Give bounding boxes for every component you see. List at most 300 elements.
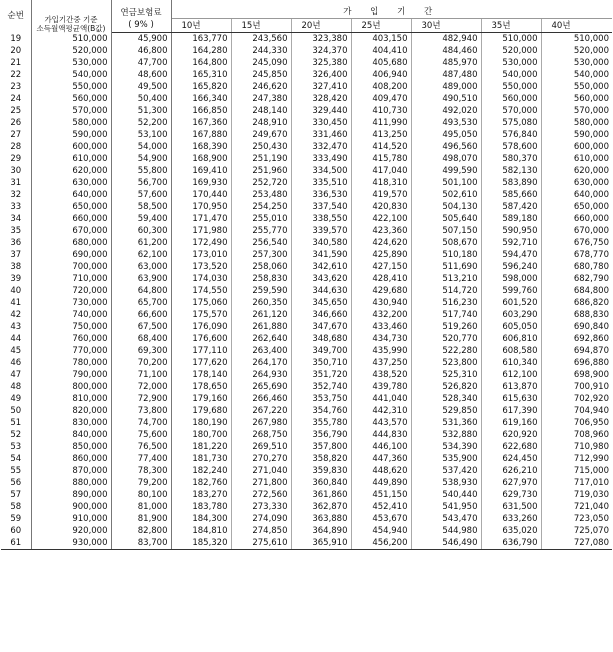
pension-35y: 520,000: [481, 45, 541, 57]
premium-cell: 58,500: [111, 201, 171, 213]
row-index: 31: [1, 177, 31, 189]
income-cell: 850,000: [31, 441, 111, 453]
pension-20y: 341,590: [291, 249, 351, 261]
pension-25y: 411,990: [351, 117, 411, 129]
pension-25y: 452,410: [351, 501, 411, 513]
pension-40y: 721,040: [573, 502, 609, 512]
pension-30y: 493,530: [411, 117, 481, 129]
pension-35y: 619,160: [481, 417, 541, 429]
pension-25y: 435,990: [351, 345, 411, 357]
row-index: 48: [1, 381, 31, 393]
pension-35y: 617,390: [481, 405, 541, 417]
pension-10y: 169,930: [171, 177, 231, 189]
pension-15y: 254,250: [231, 201, 291, 213]
income-cell: 800,000: [31, 381, 111, 393]
premium-cell: 56,700: [111, 177, 171, 189]
pension-10y: 176,600: [171, 333, 231, 345]
income-cell: 890,000: [31, 489, 111, 501]
pension-15y: 274,850: [231, 525, 291, 537]
pension-20y: 354,760: [291, 405, 351, 417]
pension-25y: 404,410: [351, 45, 411, 57]
premium-cell: 81,000: [111, 501, 171, 513]
table-body: [1, 33, 612, 550]
premium-cell: 67,500: [111, 321, 171, 333]
pension-30y: 514,720: [411, 285, 481, 297]
table-row: [1, 525, 612, 537]
pension-15y: 264,170: [231, 357, 291, 369]
pension-25y: 408,200: [351, 81, 411, 93]
row-index: 34: [1, 213, 31, 225]
table-row: [1, 57, 612, 69]
pension-40y: 686,820: [573, 298, 609, 308]
pension-35y: 585,660: [481, 189, 541, 201]
pension-20y: 334,500: [291, 165, 351, 177]
table-row: [1, 357, 612, 369]
pension-25y: 453,670: [351, 513, 411, 525]
income-header-line1: 가입기간중 기준: [44, 14, 98, 24]
pension-40y: 610,000: [573, 154, 609, 164]
pension-25y: 432,200: [351, 309, 411, 321]
pension-40y: 717,010: [573, 478, 609, 488]
pension-30y: 495,050: [411, 129, 481, 141]
row-index: 39: [1, 273, 31, 285]
income-cell: 510,000: [31, 33, 111, 46]
pension-25y: 430,940: [351, 297, 411, 309]
table-row: [1, 489, 612, 501]
row-index: 20: [1, 45, 31, 57]
pension-20y: 350,710: [291, 357, 351, 369]
premium-cell: 71,100: [111, 369, 171, 381]
pension-20y: 342,610: [291, 261, 351, 273]
pension-30y: 523,800: [411, 357, 481, 369]
income-cell: 840,000: [31, 429, 111, 441]
pension-30y: 511,690: [411, 261, 481, 273]
row-index: 30: [1, 165, 31, 177]
pension-25y: 448,620: [351, 465, 411, 477]
pension-35y: 598,000: [481, 273, 541, 285]
table-row: [1, 201, 612, 213]
premium-cell: 72,000: [111, 381, 171, 393]
pension-15y: 246,620: [231, 81, 291, 93]
pension-15y: 255,010: [231, 213, 291, 225]
pension-20y: 323,380: [291, 33, 351, 46]
pension-40y: 704,940: [573, 406, 609, 416]
pension-10y: 184,300: [171, 513, 231, 525]
premium-cell: 49,500: [111, 81, 171, 93]
pension-40y: 670,000: [573, 226, 609, 236]
premium-cell: 70,200: [111, 357, 171, 369]
income-cell: 600,000: [31, 141, 111, 153]
table-row: [1, 249, 612, 261]
pension-40y: 694,870: [573, 346, 609, 356]
table-row: [1, 141, 612, 153]
pension-35y: 629,730: [481, 489, 541, 501]
row-index: 57: [1, 489, 31, 501]
year-header: 40년: [541, 19, 612, 33]
pension-20y: 357,800: [291, 441, 351, 453]
row-index: 29: [1, 153, 31, 165]
pension-20y: 340,580: [291, 237, 351, 249]
pension-10y: 179,680: [171, 405, 231, 417]
premium-cell: 79,200: [111, 477, 171, 489]
pension-40y: 640,000: [573, 190, 609, 200]
premium-cell: 63,000: [111, 261, 171, 273]
row-index: 59: [1, 513, 31, 525]
year-header: 10년: [171, 19, 231, 33]
pension-10y: 179,160: [171, 393, 231, 405]
row-index: 38: [1, 261, 31, 273]
pension-15y: 243,560: [231, 33, 291, 46]
row-index: 40: [1, 285, 31, 297]
pension-35y: 624,450: [481, 453, 541, 465]
table-row: [1, 45, 612, 57]
pension-40y: 590,000: [573, 130, 609, 140]
pension-40y: 676,750: [573, 238, 609, 248]
pension-20y: 349,700: [291, 345, 351, 357]
pension-30y: 507,150: [411, 225, 481, 237]
pension-35y: 635,020: [481, 525, 541, 537]
pension-30y: 520,770: [411, 333, 481, 345]
premium-cell: 52,200: [111, 117, 171, 129]
pension-20y: 324,370: [291, 45, 351, 57]
row-index: 53: [1, 441, 31, 453]
pension-10y: 166,340: [171, 93, 231, 105]
pension-40y: 700,910: [573, 382, 609, 392]
pension-40y: 682,790: [573, 274, 609, 284]
pension-25y: 456,200: [351, 537, 411, 550]
row-index: 46: [1, 357, 31, 369]
table-row: [1, 405, 612, 417]
row-index: 28: [1, 141, 31, 153]
pension-10y: 168,900: [171, 153, 231, 165]
premium-cell: 77,400: [111, 453, 171, 465]
table-row: [1, 117, 612, 129]
pension-25y: 419,570: [351, 189, 411, 201]
pension-20y: 346,660: [291, 309, 351, 321]
pension-35y: 633,260: [481, 513, 541, 525]
pension-40y: 550,000: [573, 82, 609, 92]
table-row: [1, 381, 612, 393]
premium-cell: 63,900: [111, 273, 171, 285]
pension-25y: 439,780: [351, 381, 411, 393]
pension-30y: 485,970: [411, 57, 481, 69]
premium-cell: 72,900: [111, 393, 171, 405]
pension-20y: 355,780: [291, 417, 351, 429]
pension-10y: 171,470: [171, 213, 231, 225]
pension-25y: 438,520: [351, 369, 411, 381]
pension-20y: 332,470: [291, 141, 351, 153]
table-row: [1, 309, 612, 321]
row-index: 43: [1, 321, 31, 333]
income-cell: 680,000: [31, 237, 111, 249]
pension-15y: 275,610: [231, 537, 291, 550]
row-index: 54: [1, 453, 31, 465]
pension-35y: 587,420: [481, 201, 541, 213]
pension-40y: 727,080: [541, 537, 612, 550]
pension-30y: 504,130: [411, 201, 481, 213]
year-header: 30년: [411, 19, 481, 33]
pension-25y: 420,830: [351, 201, 411, 213]
pension-30y: 537,420: [411, 465, 481, 477]
pension-25y: 406,940: [351, 69, 411, 81]
table-row: [1, 69, 612, 81]
pension-20y: 343,620: [291, 273, 351, 285]
pension-25y: 442,310: [351, 405, 411, 417]
row-index: 42: [1, 309, 31, 321]
pension-15y: 253,480: [231, 189, 291, 201]
pension-15y: 248,910: [231, 117, 291, 129]
pension-10y: 164,800: [171, 57, 231, 69]
premium-cell: 54,900: [111, 153, 171, 165]
pension-15y: 255,770: [231, 225, 291, 237]
income-cell: 560,000: [31, 93, 111, 105]
premium-cell: 57,600: [111, 189, 171, 201]
index-header: 순번: [1, 0, 31, 33]
pension-20y: 363,880: [291, 513, 351, 525]
pension-15y: 250,430: [231, 141, 291, 153]
pension-30y: 505,640: [411, 213, 481, 225]
pension-15y: 249,670: [231, 129, 291, 141]
row-index: 41: [1, 297, 31, 309]
table-row: [1, 225, 612, 237]
pension-40y: 510,000: [573, 34, 609, 44]
pension-20y: 359,830: [291, 465, 351, 477]
premium-cell: 45,900: [111, 33, 171, 46]
income-cell: 710,000: [31, 273, 111, 285]
year-header: 20년: [291, 19, 351, 33]
pension-10y: 167,360: [171, 117, 231, 129]
table-row: [1, 345, 612, 357]
pension-30y: 496,560: [411, 141, 481, 153]
pension-25y: 425,890: [351, 249, 411, 261]
pension-40y: 600,000: [573, 142, 609, 152]
pension-15y: 268,750: [231, 429, 291, 441]
pension-20y: 325,380: [291, 57, 351, 69]
premium-cell: 75,600: [111, 429, 171, 441]
pension-20y: 361,860: [291, 489, 351, 501]
income-cell: 750,000: [31, 321, 111, 333]
premium-cell: 80,100: [111, 489, 171, 501]
pension-30y: 489,000: [411, 81, 481, 93]
pension-15y: 271,800: [231, 477, 291, 489]
row-index: 26: [1, 117, 31, 129]
pension-20y: 360,840: [291, 477, 351, 489]
table-row: [1, 153, 612, 165]
income-cell: 740,000: [31, 309, 111, 321]
pension-40y: 680,780: [573, 262, 609, 272]
pension-35y: 560,000: [481, 93, 541, 105]
pension-20y: 330,450: [291, 117, 351, 129]
income-cell: 730,000: [31, 297, 111, 309]
pension-35y: 631,500: [481, 501, 541, 513]
income-cell: 920,000: [31, 525, 111, 537]
premium-cell: 54,000: [111, 141, 171, 153]
income-cell: 930,000: [31, 537, 111, 550]
pension-25y: 437,250: [351, 357, 411, 369]
row-index: 60: [1, 525, 31, 537]
row-index: 55: [1, 465, 31, 477]
pension-30y: 534,390: [411, 441, 481, 453]
table-row: [1, 165, 612, 177]
pension-40y: 710,980: [573, 442, 609, 452]
pension-20y: 336,530: [291, 189, 351, 201]
pension-25y: 413,250: [351, 129, 411, 141]
pension-30y: 526,820: [411, 381, 481, 393]
pension-25y: 409,470: [351, 93, 411, 105]
table-row: [1, 333, 612, 345]
pension-15y: 262,640: [231, 333, 291, 345]
pension-15y: 261,120: [231, 309, 291, 321]
income-cell: 880,000: [31, 477, 111, 489]
pension-25y: 427,150: [351, 261, 411, 273]
pension-35y: 589,180: [481, 213, 541, 225]
pension-25y: 422,100: [351, 213, 411, 225]
row-index: 52: [1, 429, 31, 441]
pension-10y: 174,030: [171, 273, 231, 285]
table-row: [1, 237, 612, 249]
table-row: [1, 393, 612, 405]
pension-30y: 531,360: [411, 417, 481, 429]
pension-25y: 410,730: [351, 105, 411, 117]
pension-10y: 163,770: [171, 33, 231, 46]
pension-35y: 636,790: [481, 537, 541, 550]
pension-30y: 487,480: [411, 69, 481, 81]
pension-35y: 599,760: [481, 285, 541, 297]
table-row: [1, 81, 612, 93]
pension-40y: 620,000: [573, 166, 609, 176]
pension-40y: 698,900: [573, 370, 609, 380]
income-cell: 610,000: [31, 153, 111, 165]
pension-40y: 660,000: [573, 214, 609, 224]
pension-15y: 252,720: [231, 177, 291, 189]
table-row: [1, 453, 612, 465]
income-cell: 620,000: [31, 165, 111, 177]
premium-cell: 74,700: [111, 417, 171, 429]
pension-35y: 626,210: [481, 465, 541, 477]
pension-15y: 263,400: [231, 345, 291, 357]
pension-10y: 175,060: [171, 297, 231, 309]
pension-10y: 183,270: [171, 489, 231, 501]
income-cell: 760,000: [31, 333, 111, 345]
table-row: [1, 213, 612, 225]
pension-20y: 344,630: [291, 285, 351, 297]
pension-25y: 454,940: [351, 525, 411, 537]
pension-35y: 610,340: [481, 357, 541, 369]
table-row: [1, 369, 612, 381]
income-cell: 550,000: [31, 81, 111, 93]
pension-15y: 271,040: [231, 465, 291, 477]
pension-35y: 620,920: [481, 429, 541, 441]
table-row: [1, 273, 612, 285]
pension-35y: 606,810: [481, 333, 541, 345]
pension-20y: 352,740: [291, 381, 351, 393]
premium-cell: 51,300: [111, 105, 171, 117]
pension-10y: 169,410: [171, 165, 231, 177]
pension-10y: 178,650: [171, 381, 231, 393]
pension-15y: 259,590: [231, 285, 291, 297]
pension-35y: 608,580: [481, 345, 541, 357]
pension-25y: 405,680: [351, 57, 411, 69]
pension-25y: 423,360: [351, 225, 411, 237]
pension-40y: 570,000: [573, 106, 609, 116]
premium-cell: 59,400: [111, 213, 171, 225]
row-index: 22: [1, 69, 31, 81]
pension-30y: 543,470: [411, 513, 481, 525]
year-header: 25년: [351, 19, 411, 33]
pension-30y: 490,510: [411, 93, 481, 105]
pension-30y: 541,950: [411, 501, 481, 513]
income-cell: 780,000: [31, 357, 111, 369]
pension-35y: 530,000: [481, 57, 541, 69]
pension-10y: 168,390: [171, 141, 231, 153]
pension-40y: 708,960: [573, 430, 609, 440]
pension-30y: 529,850: [411, 405, 481, 417]
pension-35y: 590,950: [481, 225, 541, 237]
premium-cell: 66,600: [111, 309, 171, 321]
pension-10y: 177,620: [171, 357, 231, 369]
table-row: [1, 537, 612, 550]
pension-25y: 449,890: [351, 477, 411, 489]
row-index: 36: [1, 237, 31, 249]
row-index: 47: [1, 369, 31, 381]
table-row: [1, 285, 612, 297]
pension-15y: 251,960: [231, 165, 291, 177]
pension-30y: 528,340: [411, 393, 481, 405]
pension-10y: 180,700: [171, 429, 231, 441]
pension-10y: 183,780: [171, 501, 231, 513]
pension-10y: 178,140: [171, 369, 231, 381]
pension-10y: 170,950: [171, 201, 231, 213]
pension-15y: 266,460: [231, 393, 291, 405]
pension-30y: 516,230: [411, 297, 481, 309]
pension-10y: 182,760: [171, 477, 231, 489]
pension-40y: 678,770: [573, 250, 609, 260]
pension-10y: 165,820: [171, 81, 231, 93]
pension-15y: 245,850: [231, 69, 291, 81]
premium-cell: 82,800: [111, 525, 171, 537]
premium-cell: 53,100: [111, 129, 171, 141]
row-index: 50: [1, 405, 31, 417]
row-index: 45: [1, 345, 31, 357]
pension-15y: 272,560: [231, 489, 291, 501]
pension-30y: 525,310: [411, 369, 481, 381]
premium-cell: 62,100: [111, 249, 171, 261]
income-header: [31, 0, 111, 33]
pension-25y: 418,310: [351, 177, 411, 189]
premium-cell: 46,800: [111, 45, 171, 57]
pension-10y: 172,490: [171, 237, 231, 249]
premium-cell: 68,400: [111, 333, 171, 345]
income-cell: 690,000: [31, 249, 111, 261]
pension-15y: 258,830: [231, 273, 291, 285]
pension-10y: 181,220: [171, 441, 231, 453]
pension-30y: 519,260: [411, 321, 481, 333]
income-cell: 590,000: [31, 129, 111, 141]
pension-10y: 171,980: [171, 225, 231, 237]
pension-35y: 592,710: [481, 237, 541, 249]
pension-20y: 327,410: [291, 81, 351, 93]
pension-10y: 180,190: [171, 417, 231, 429]
pension-20y: 338,550: [291, 213, 351, 225]
pension-40y: 530,000: [573, 58, 609, 68]
pension-40y: 719,030: [573, 490, 609, 500]
premium-header: 연금보험료: [111, 0, 171, 19]
row-index: 35: [1, 225, 31, 237]
pension-30y: 499,590: [411, 165, 481, 177]
pension-40y: 650,000: [573, 202, 609, 212]
pension-35y: 596,240: [481, 261, 541, 273]
pension-15y: 257,300: [231, 249, 291, 261]
